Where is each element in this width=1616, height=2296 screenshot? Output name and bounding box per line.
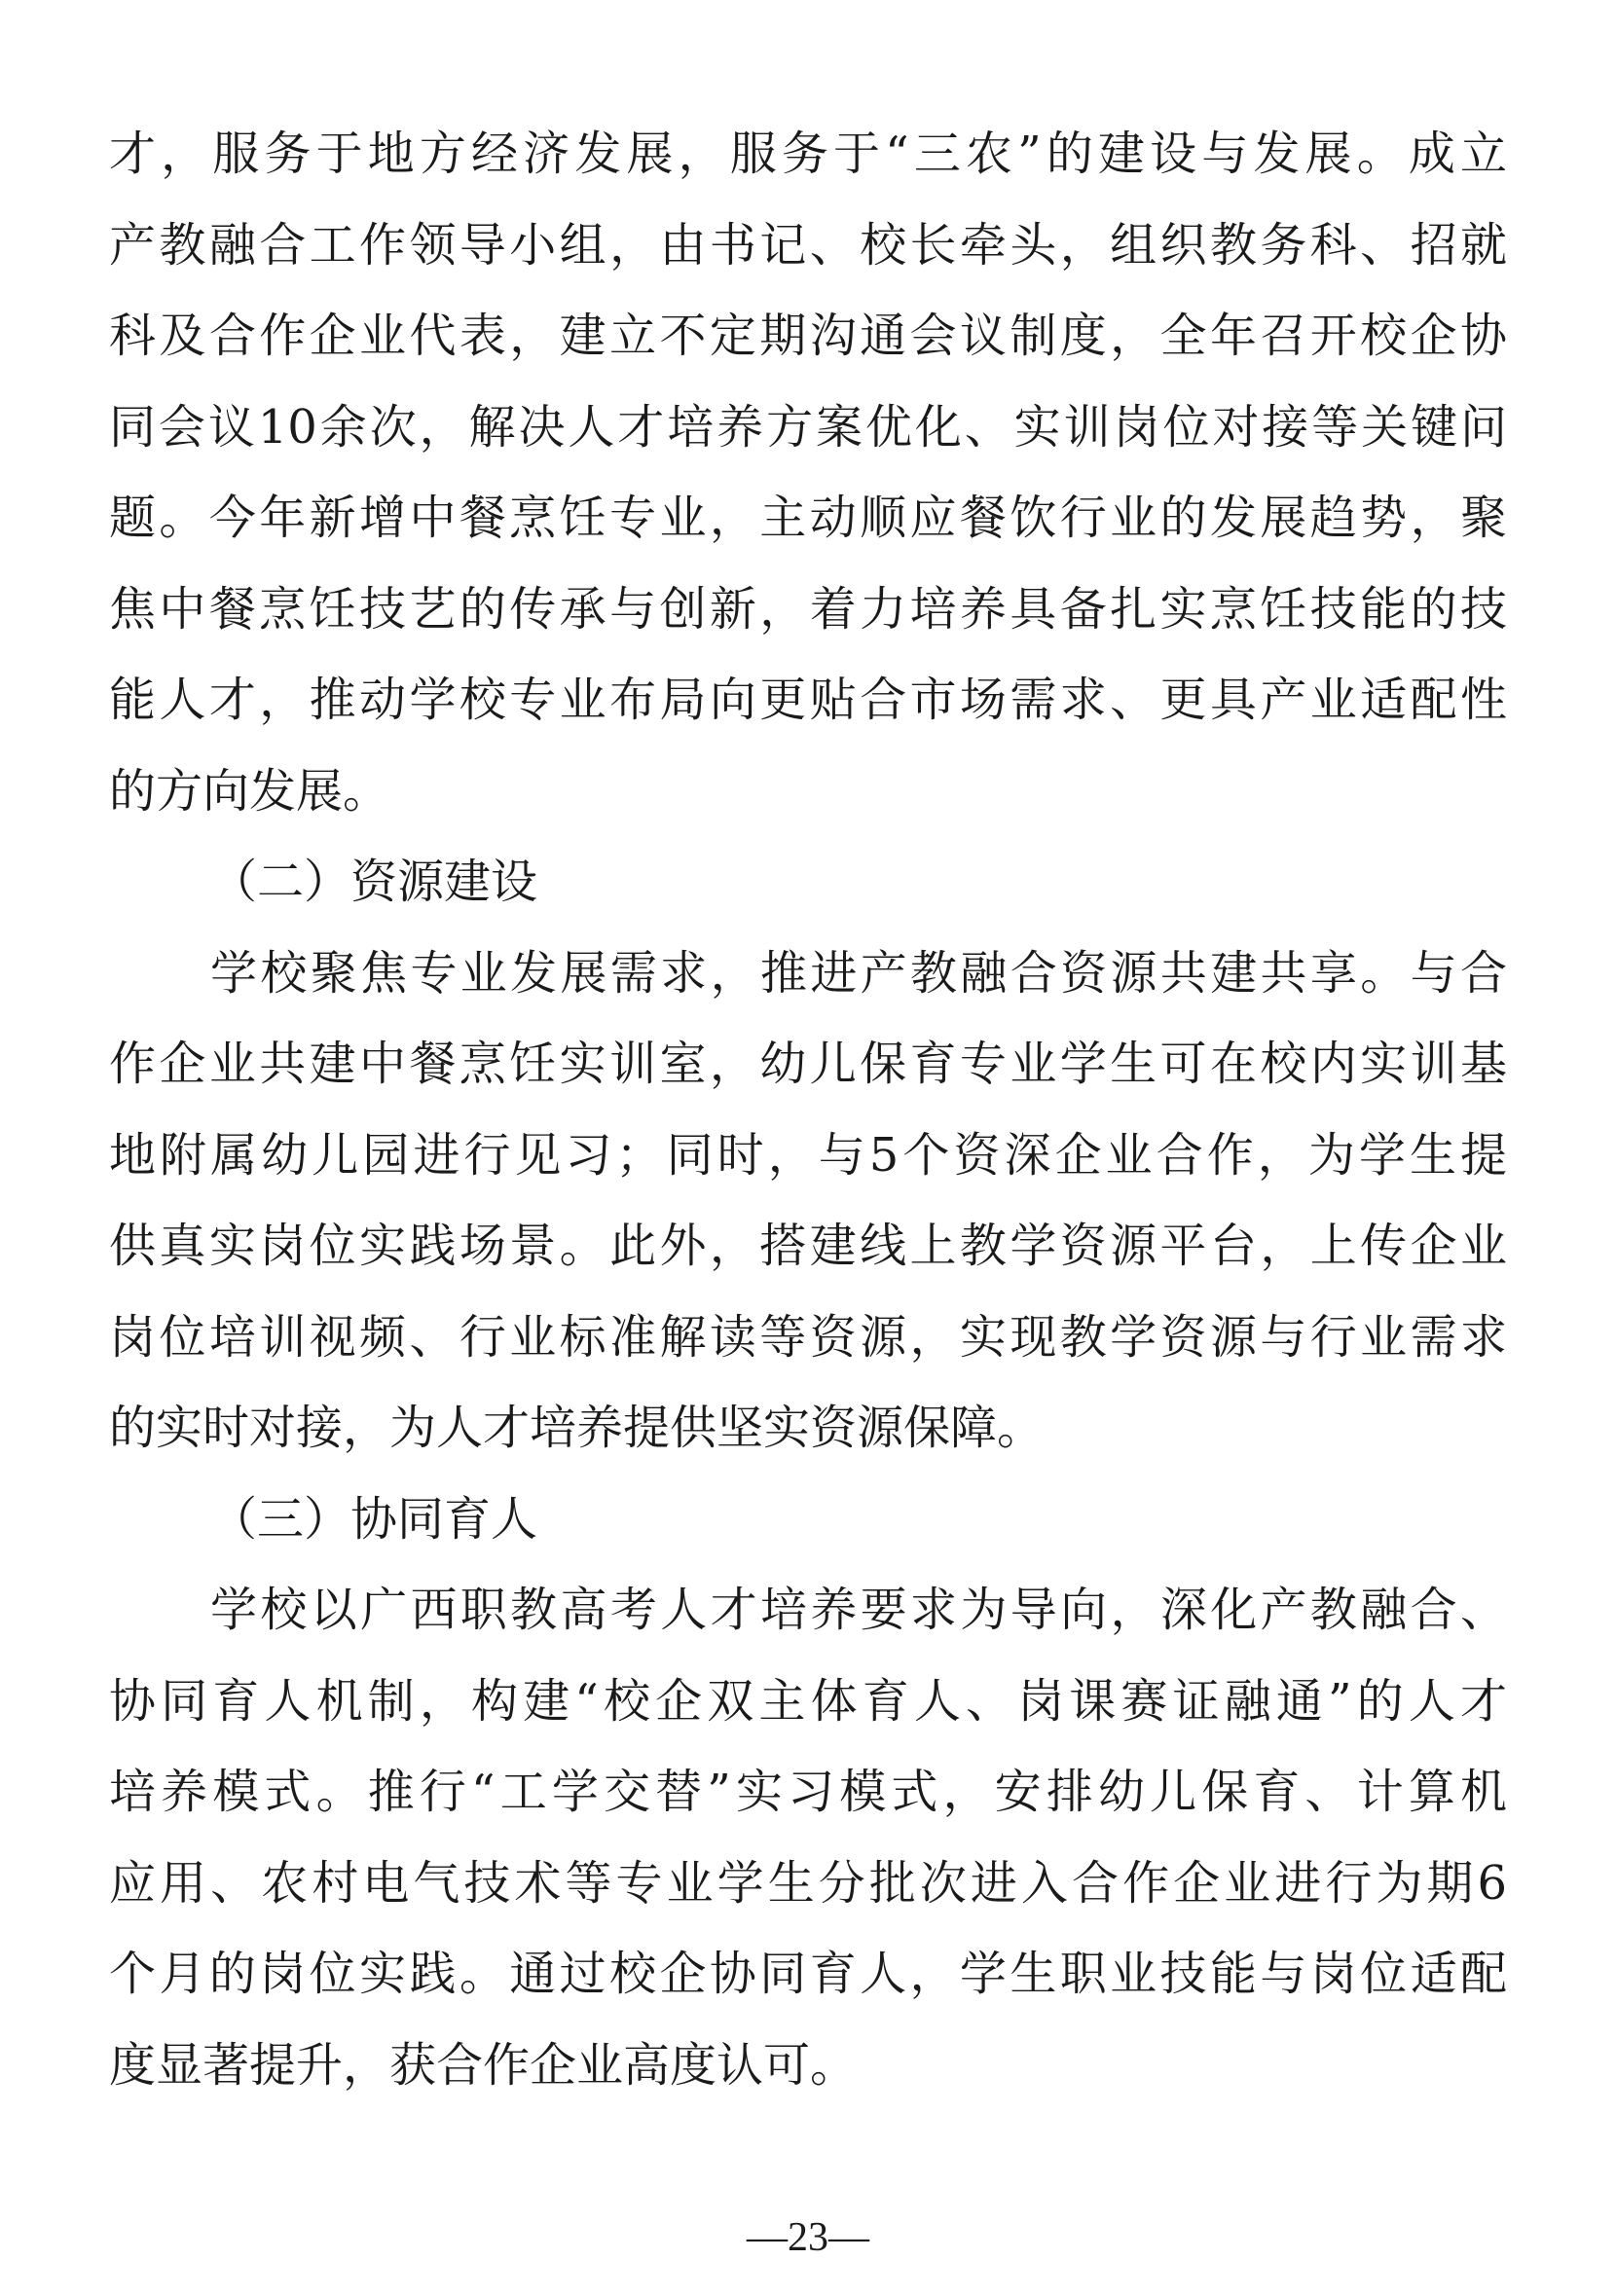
text-line: 能人才，推动学校专业布局向更贴合市场需求、更具产业适配性 <box>109 673 1507 727</box>
text-line: 供真实岗位实践场景。此外，搭建线上教学资源平台，上传企业 <box>109 1219 1507 1273</box>
text-line: 岗位培训视频、行业标准解读等资源，实现教学资源与行业需求 <box>109 1309 1507 1365</box>
text-line: 才，服务于地方经济发展，服务于“三农”的建设与发展。成立 <box>109 127 1507 181</box>
document-body <box>109 109 1507 2111</box>
text-line: 同会议10余次，解决人才培养方案优化、实训岗位对接等关键问 <box>109 399 1507 455</box>
section-heading-resource-building: （二）资源建设 <box>210 855 538 909</box>
paragraph-resource-building <box>109 929 1507 1475</box>
text-line: 协同育人机制，构建“校企双主体育人、岗课赛证融通”的人才 <box>109 1673 1507 1729</box>
text-line: 度显著提升，获合作企业高度认可。 <box>109 2037 858 2093</box>
text-line: 产教融合工作领导小组，由书记、校长牵头，组织教务科、招就 <box>109 217 1507 273</box>
text-line: 学校聚焦专业发展需求，推进产教融合资源共建共享。与合 <box>210 945 1507 1001</box>
text-line: 学校以广西职教高考人才培养要求为导向，深化产教融合、 <box>210 1583 1507 1637</box>
paragraph-intro <box>109 109 1507 837</box>
text-line: 题。今年新增中餐烹饪专业，主动顺应餐饮行业的发展趋势，聚 <box>109 491 1507 545</box>
text-line: 地附属幼儿园进行见习；同时，与5个资深企业合作，为学生提 <box>109 1127 1507 1183</box>
text-line: 应用、农村电气技术等专业学生分批次进入合作企业进行为期6 <box>109 1855 1507 1911</box>
text-line: 的方向发展。 <box>109 763 390 819</box>
text-line: 培养模式。推行“工学交替”实习模式，安排幼儿保育、计算机 <box>109 1765 1507 1819</box>
text-line: 的实时对接，为人才培养提供坚实资源保障。 <box>109 1401 1045 1455</box>
text-line: 焦中餐烹饪技艺的传承与创新，着力培养具备扎实烹饪技能的技 <box>109 581 1507 637</box>
paragraph-collaborative-education <box>109 1565 1507 2111</box>
text-line: 个月的岗位实践。通过校企协同育人，学生职业技能与岗位适配 <box>109 1947 1507 2001</box>
page-number: —23— <box>747 2215 869 2260</box>
section-heading-collaborative-education: （三）协同育人 <box>210 1491 538 1547</box>
text-line: 作企业共建中餐烹饪实训室，幼儿保育专业学生可在校内实训基 <box>109 1037 1507 1091</box>
text-line: 科及合作企业代表，建立不定期沟通会议制度，全年召开校企协 <box>109 309 1507 363</box>
